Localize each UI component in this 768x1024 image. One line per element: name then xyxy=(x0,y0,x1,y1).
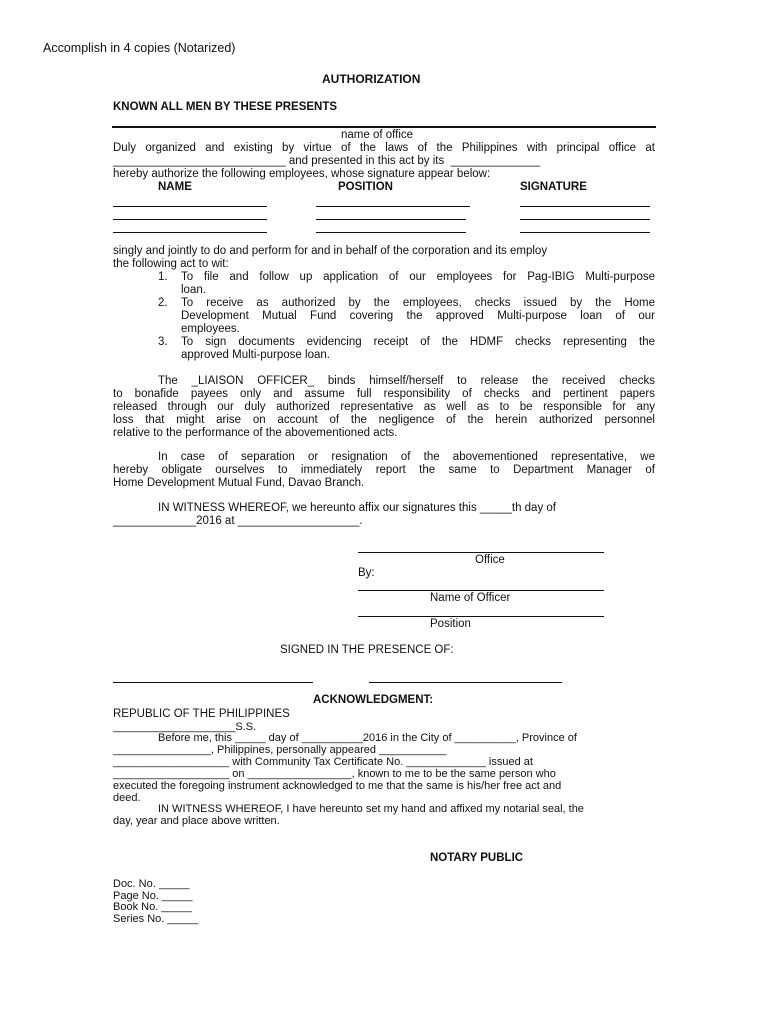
signed-presence-label: SIGNED IN THE PRESENCE OF: xyxy=(280,644,454,656)
document-title: AUTHORIZATION xyxy=(322,72,421,86)
liaison-para-line-2: to bonafide payees only and assume full responsibility of checks and pertinent papers xyxy=(113,388,655,400)
name-of-officer-label: Name of Officer xyxy=(430,592,511,604)
item-2-line-2: Development Mutual Fund covering the approved Multi-purpose loan of our xyxy=(181,310,655,322)
item-2-line-1: To receive as authorized by the employees, checks issued by the Home xyxy=(181,297,655,309)
notary-public-label: NOTARY PUBLIC xyxy=(430,852,524,864)
republic-label: REPUBLIC OF THE PHILIPPINES xyxy=(113,708,290,720)
table-blank-line xyxy=(316,206,470,207)
by-label: By: xyxy=(358,567,375,579)
table-blank-line xyxy=(520,232,650,233)
item-1-line-1: To file and follow up application of our employees for Pag-IBIG Multi-purpose xyxy=(181,271,655,283)
liaison-para-line-4: loss that might arise on account of the negligence of the herein authorized personnel xyxy=(113,414,655,426)
liaison-para-line-1: The _LIAISON OFFICER_ binds himself/herself to release the received checks xyxy=(158,375,655,387)
body-line-1: singly and jointly to do and perform for and in behalf of the corporation and its employ xyxy=(113,245,548,257)
name-of-office-label: name of office xyxy=(341,129,414,141)
table-blank-line xyxy=(113,219,267,220)
table-blank-line xyxy=(113,232,267,233)
item-3-line-1: To sign documents evidencing receipt of the HDMF checks representing the xyxy=(181,336,655,348)
table-blank-line xyxy=(520,206,650,207)
item-2-line-3: employees. xyxy=(181,323,240,335)
column-header-signature: SIGNATURE xyxy=(520,181,587,193)
position-line xyxy=(358,616,604,617)
ack-line-1: Before me, this _____ day of __________2016 in the City of __________, Province of xyxy=(158,732,577,744)
column-header-name: NAME xyxy=(158,181,192,193)
witness-signature-line xyxy=(113,682,313,683)
acknowledgment-title: ACKNOWLEDGMENT: xyxy=(313,694,434,706)
doc-no: Doc. No. _____ xyxy=(113,878,190,890)
intro-line-3: hereby authorize the following employees, whose signature appear below: xyxy=(113,168,491,180)
witness-line-2: _____________2016 at ___________________. xyxy=(113,515,363,527)
separation-para-line-1: In case of separation or resignation of the abovementioned representative, we xyxy=(158,451,655,463)
ack-line-6: deed. xyxy=(113,792,141,804)
table-blank-line xyxy=(316,219,466,220)
item-3-line-2: approved Multi-purpose loan. xyxy=(181,349,330,361)
separation-para-line-2: hereby obligate ourselves to immediately report the same to Department Manager of xyxy=(113,464,655,476)
office-name-line xyxy=(112,126,656,128)
series-no: Series No. _____ xyxy=(113,913,198,925)
item-number: 2. xyxy=(158,297,168,309)
body-line-2: the following act to wit: xyxy=(113,258,229,270)
item-number: 3. xyxy=(158,336,168,348)
column-header-position: POSITION xyxy=(338,181,393,193)
table-blank-line xyxy=(520,219,650,220)
office-signature-line xyxy=(358,552,604,553)
liaison-para-line-5: relative to the performance of the abovementioned acts. xyxy=(113,427,398,439)
witness-line-1: IN WITNESS WHEREOF, we hereunto affix our signatures this _____th day of xyxy=(158,502,556,514)
table-blank-line xyxy=(316,232,466,233)
page-no: Page No. _____ xyxy=(113,890,193,902)
intro-line-1: Duly organized and existing by virtue of the laws of the Philippines with principal office at xyxy=(113,142,655,154)
office-label: Office xyxy=(475,554,505,566)
ack-line-4: ___________________ on _________________, known to me to be the same person who xyxy=(113,768,556,780)
copies-note: Accomplish in 4 copies (Notarized) xyxy=(43,41,236,55)
ack-line-2: ________________, Philippines, personally appeared ___________ xyxy=(113,744,447,756)
ack-line-3: ___________________ with Community Tax Certificate No. _____________ issued at xyxy=(113,756,533,768)
ss-label: ____________________S.S. xyxy=(113,721,257,733)
item-1-line-2: loan. xyxy=(181,284,206,296)
table-blank-line xyxy=(113,206,267,207)
ack-witness-line-1: IN WITNESS WHEREOF, I have hereunto set my hand and affixed my notarial seal, the xyxy=(158,803,584,815)
ack-line-5: executed the foregoing instrument acknowledged to me that the same is his/her free act and xyxy=(113,780,562,792)
intro-line-2: ___________________________ and presented in this act by its ______________ xyxy=(113,155,541,167)
known-all-heading: KNOWN ALL MEN BY THESE PRESENTS xyxy=(113,101,338,113)
book-no: Book No. _____ xyxy=(113,901,192,913)
liaison-para-line-3: released through our duly authorized representative as well as to be responsible for any xyxy=(113,401,655,413)
officer-name-line xyxy=(358,590,604,591)
ack-witness-line-2: day, year and place above written. xyxy=(113,815,280,827)
item-number: 1. xyxy=(158,271,168,283)
position-label: Position xyxy=(430,618,471,630)
witness-signature-line xyxy=(369,682,562,683)
separation-para-line-3: Home Development Mutual Fund, Davao Branch. xyxy=(113,477,365,489)
